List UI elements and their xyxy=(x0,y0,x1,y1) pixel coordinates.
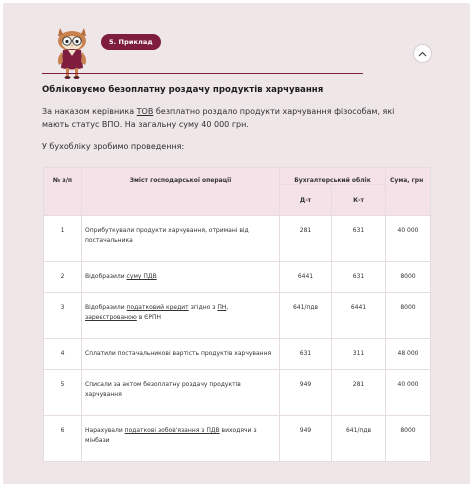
example-badge: 5. Приклад xyxy=(101,34,161,50)
header-credit: К-т xyxy=(332,185,386,216)
content-text: , xyxy=(226,304,229,312)
header-amount: Сума, грн xyxy=(386,168,431,216)
entries-intro: У бухобліку зробимо проведення: xyxy=(42,142,185,151)
table-row xyxy=(44,370,431,416)
row-number: 6 xyxy=(44,416,82,462)
row-number: 2 xyxy=(44,261,82,292)
description-text: За наказом керівника xyxy=(42,107,137,116)
content-text: Списали за актом безоплатну роздачу продуктів харчування xyxy=(85,381,241,399)
content-text: Відобразили xyxy=(85,272,127,280)
content-link[interactable]: суму ПДВ xyxy=(126,272,157,280)
table-row xyxy=(44,216,431,262)
content-text: Сплатили постачальникові вартість продуктів харчування xyxy=(85,349,272,357)
header-debit: Д-т xyxy=(280,185,332,216)
content-text: виходячи з мінбази xyxy=(85,427,257,445)
table-row xyxy=(44,293,431,339)
row-content xyxy=(82,370,280,416)
content-link[interactable]: ПН xyxy=(217,304,227,312)
table-row xyxy=(44,338,431,369)
row-amount: 8000 xyxy=(386,293,431,339)
header-content: Зміст господарської операції xyxy=(82,168,280,216)
row-credit: 281 xyxy=(332,370,386,416)
table-row xyxy=(44,416,431,462)
row-credit: 631 xyxy=(332,216,386,262)
row-number: 1 xyxy=(44,216,82,262)
header-accounting: Бухгалтерський облік xyxy=(280,168,386,185)
entries-table xyxy=(43,167,431,462)
row-content xyxy=(82,338,280,369)
content-text: в ЄРПН xyxy=(136,314,161,322)
tov-link[interactable]: ТОВ xyxy=(136,107,154,116)
content-text: Відобразили xyxy=(85,304,127,312)
row-number: 4 xyxy=(44,338,82,369)
row-debit: 949 xyxy=(280,370,332,416)
chevron-up-icon xyxy=(418,51,427,57)
row-content xyxy=(82,216,280,262)
owl-mascot-icon xyxy=(52,22,92,80)
row-amount: 8000 xyxy=(386,261,431,292)
row-debit: 281 xyxy=(280,216,332,262)
content-link[interactable]: зареєстрованою xyxy=(85,314,137,322)
content-link[interactable]: податкові зобов'язання з ПДВ xyxy=(124,427,220,435)
content-link[interactable]: податковий кредит xyxy=(126,304,189,312)
row-credit: 641/пдв xyxy=(332,416,386,462)
row-debit: 631 xyxy=(280,338,332,369)
row-credit: 631 xyxy=(332,261,386,292)
example-description xyxy=(42,105,422,131)
row-debit: 641/пдв xyxy=(280,293,332,339)
row-debit: 6441 xyxy=(280,261,332,292)
title-divider xyxy=(42,73,363,74)
content-text: Нарахували xyxy=(85,427,125,435)
row-credit: 6441 xyxy=(332,293,386,339)
row-number: 3 xyxy=(44,293,82,339)
row-number: 5 xyxy=(44,370,82,416)
row-content xyxy=(82,416,280,462)
description-text-rest: безплатно роздало продукти харчування фізособам, які мають статус ВПО. На загальну суму 40 000 грн. xyxy=(42,107,395,129)
row-credit: 311 xyxy=(332,338,386,369)
entries-table-body xyxy=(44,216,431,462)
row-amount: 8000 xyxy=(386,416,431,462)
table-row xyxy=(44,261,431,292)
row-amount: 40 000 xyxy=(386,370,431,416)
row-amount: 40 000 xyxy=(386,216,431,262)
content-text: Оприбуткували продукти харчування, отримані від постачальника xyxy=(85,227,249,244)
row-debit: 949 xyxy=(280,416,332,462)
row-amount: 48 000 xyxy=(386,338,431,369)
header-num: № з/п xyxy=(44,168,82,216)
example-title: Обліковуємо безоплатну роздачу продуктів харчування xyxy=(42,85,324,95)
row-content xyxy=(82,261,280,292)
collapse-button[interactable] xyxy=(413,44,432,63)
content-text: згідно з xyxy=(188,304,218,312)
row-content xyxy=(82,293,280,339)
